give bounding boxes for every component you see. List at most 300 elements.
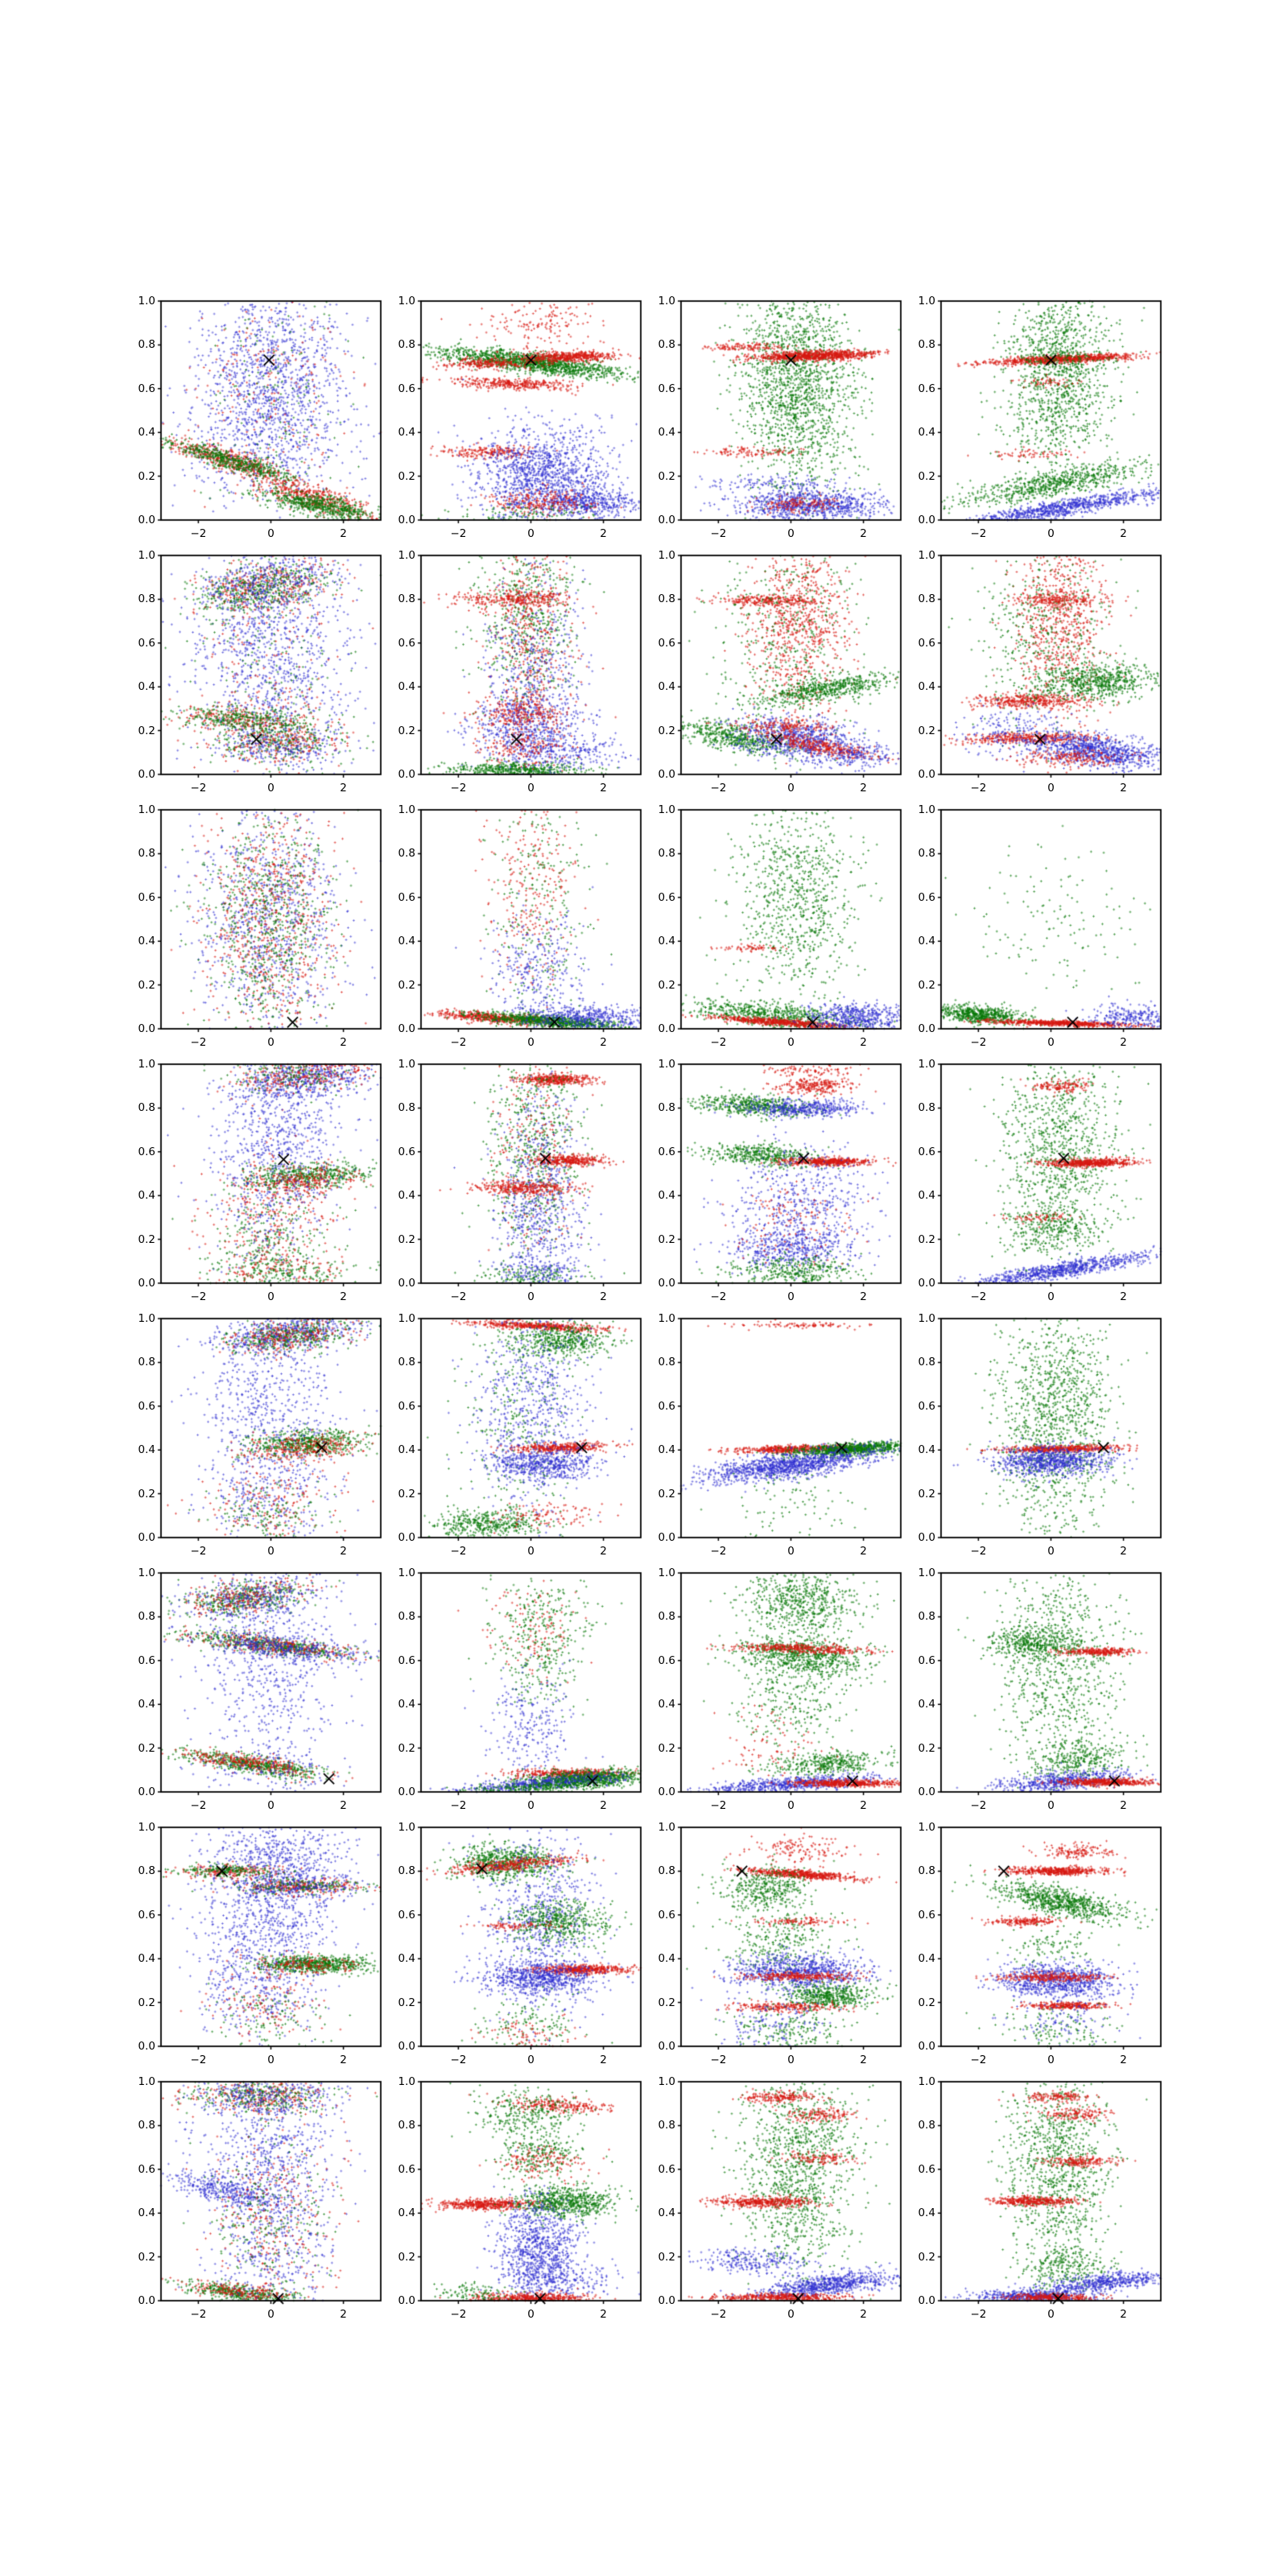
y-tick-label: 0.4	[918, 1443, 935, 1457]
y-tick-label: 0.6	[918, 1145, 935, 1158]
y-tick-label: 0.8	[398, 1101, 415, 1115]
y-tick-label: 0.0	[658, 2294, 675, 2307]
y-tick-label: 0.8	[138, 592, 155, 606]
y-tick-label: 0.8	[138, 847, 155, 861]
subplot-r1c2	[398, 295, 641, 540]
y-tick-label: 1.0	[138, 2075, 155, 2088]
scatter-canvas	[155, 1058, 387, 1290]
y-tick-label: 0.2	[658, 1741, 675, 1755]
x-tick-label: 0	[1047, 1545, 1055, 1558]
scatter-canvas	[675, 1821, 907, 2053]
y-tick-label: 1.0	[918, 1567, 935, 1579]
x-tick-label: 0	[1047, 1036, 1055, 1049]
y-tick-label: 0.0	[398, 2294, 415, 2307]
x-tick-label: 0	[267, 2308, 275, 2321]
x-tick-label: 2	[340, 2054, 347, 2066]
y-tick-label: 0.2	[398, 1741, 415, 1755]
x-tick-label: 0	[267, 1545, 275, 1558]
y-tick-label: 1.0	[398, 1312, 415, 1325]
y-tick-label: 0.8	[658, 1356, 675, 1369]
x-tick-label: 2	[600, 1799, 607, 1812]
x-tick-label: 0	[1047, 1290, 1055, 1303]
x-tick-label: 0	[1047, 1799, 1055, 1812]
subplot-r8c2	[398, 2075, 641, 2321]
x-tick-label: 2	[340, 1290, 347, 1303]
x-tick-label: −2	[450, 1290, 467, 1303]
x-tick-label: 0	[787, 1290, 795, 1303]
scatter-canvas	[415, 1821, 647, 2053]
y-tick-label: 0.2	[658, 2250, 675, 2264]
y-tick-label: 0.0	[918, 2040, 935, 2053]
y-tick-label: 1.0	[658, 1312, 675, 1325]
x-tick-label: 2	[1120, 782, 1127, 795]
x-tick-label: −2	[450, 527, 467, 540]
subplot-r5c4	[918, 1312, 1161, 1558]
y-tick-label: 0.4	[138, 426, 155, 440]
scatter-canvas	[415, 803, 647, 1035]
x-tick-label: 0	[787, 1036, 795, 1049]
y-tick-label: 0.0	[918, 1277, 935, 1290]
x-tick-label: 2	[860, 782, 867, 795]
y-tick-label: 1.0	[138, 1058, 155, 1071]
x-tick-label: 0	[787, 2054, 795, 2066]
y-tick-label: 0.6	[918, 1653, 935, 1667]
scatter-canvas	[935, 295, 1167, 526]
scatter-canvas	[935, 803, 1167, 1035]
y-tick-label: 0.6	[398, 382, 415, 395]
y-tick-label: 0.6	[918, 890, 935, 904]
scatter-canvas	[155, 549, 387, 781]
y-tick-label: 0.6	[658, 636, 675, 650]
y-tick-label: 0.4	[918, 680, 935, 694]
y-tick-label: 1.0	[398, 295, 415, 308]
scatter-canvas	[155, 1821, 387, 2053]
y-tick-label: 0.0	[138, 2294, 155, 2307]
subplot-r2c1	[138, 549, 381, 795]
subplot-r7c1	[138, 1821, 381, 2066]
scatter-canvas	[155, 295, 387, 526]
y-tick-label: 0.0	[658, 1785, 675, 1798]
y-tick-label: 0.4	[398, 1443, 415, 1457]
x-tick-label: −2	[450, 1799, 467, 1812]
x-tick-label: 2	[600, 2054, 607, 2066]
subplot-r3c2	[398, 803, 641, 1049]
x-tick-label: 2	[600, 1545, 607, 1558]
y-tick-label: 0.4	[918, 2207, 935, 2220]
y-tick-label: 0.4	[398, 2207, 415, 2220]
y-tick-label: 0.8	[138, 2119, 155, 2132]
y-tick-label: 0.6	[138, 1399, 155, 1413]
y-tick-label: 1.0	[398, 1821, 415, 1834]
x-tick-label: 2	[1120, 1290, 1127, 1303]
y-tick-label: 0.2	[398, 1487, 415, 1501]
y-tick-label: 0.8	[398, 1864, 415, 1878]
y-tick-label: 0.2	[918, 1741, 935, 1755]
subplot-r1c3	[658, 295, 901, 540]
y-tick-label: 0.4	[138, 680, 155, 694]
x-tick-label: −2	[970, 1290, 987, 1303]
subplot-r3c4	[918, 803, 1161, 1049]
subplot-r6c2	[398, 1567, 641, 1812]
y-tick-label: 0.4	[658, 1443, 675, 1457]
scatter-canvas	[935, 1821, 1167, 2053]
y-tick-label: 0.2	[138, 469, 155, 483]
scatter-canvas	[155, 1312, 387, 1544]
x-tick-label: 2	[1120, 2308, 1127, 2321]
y-tick-label: 0.6	[658, 2162, 675, 2176]
y-tick-label: 0.0	[138, 514, 155, 526]
x-tick-label: 0	[787, 527, 795, 540]
x-tick-label: 2	[1120, 1799, 1127, 1812]
y-tick-label: 0.6	[138, 382, 155, 395]
subplot-r5c3	[658, 1312, 901, 1558]
y-tick-label: 0.4	[658, 426, 675, 440]
y-tick-label: 0.4	[398, 426, 415, 440]
x-tick-label: −2	[710, 1799, 727, 1812]
y-tick-label: 1.0	[138, 1821, 155, 1834]
scatter-canvas	[675, 1058, 907, 1290]
x-tick-label: −2	[190, 782, 207, 795]
x-tick-label: 2	[860, 1036, 867, 1049]
y-tick-label: 0.2	[658, 1487, 675, 1501]
x-tick-label: −2	[190, 2308, 207, 2321]
x-tick-label: 0	[527, 2308, 535, 2321]
x-tick-label: 0	[1047, 782, 1055, 795]
scatter-canvas	[675, 1312, 907, 1544]
y-tick-label: 0.8	[138, 1864, 155, 1878]
scatter-canvas	[675, 2075, 907, 2307]
y-tick-label: 0.0	[918, 1022, 935, 1035]
y-tick-label: 0.8	[658, 2119, 675, 2132]
scatter-canvas	[415, 1567, 647, 1798]
subplot-r7c3	[658, 1821, 901, 2066]
y-tick-label: 1.0	[918, 1058, 935, 1071]
x-tick-label: 0	[267, 1290, 275, 1303]
x-tick-label: 2	[600, 782, 607, 795]
y-tick-label: 0.2	[138, 1996, 155, 2009]
x-tick-label: 2	[1120, 2054, 1127, 2066]
y-tick-label: 0.8	[398, 1356, 415, 1369]
x-tick-label: 2	[600, 527, 607, 540]
x-tick-label: 0	[787, 782, 795, 795]
x-tick-label: −2	[450, 2308, 467, 2321]
y-tick-label: 0.4	[918, 426, 935, 440]
x-tick-label: 0	[527, 527, 535, 540]
x-tick-label: 0	[527, 782, 535, 795]
y-tick-label: 0.6	[918, 1908, 935, 1922]
x-tick-label: −2	[710, 1545, 727, 1558]
y-tick-label: 0.2	[138, 1232, 155, 1246]
x-tick-label: 2	[1120, 1545, 1127, 1558]
y-tick-label: 0.8	[138, 1101, 155, 1115]
y-tick-label: 0.4	[918, 1698, 935, 1711]
y-tick-label: 0.6	[398, 1399, 415, 1413]
y-tick-label: 0.0	[658, 514, 675, 526]
y-tick-label: 0.4	[658, 935, 675, 948]
y-tick-label: 0.2	[658, 1232, 675, 1246]
subplot-r1c4	[918, 295, 1161, 540]
x-tick-label: 0	[1047, 527, 1055, 540]
x-tick-label: −2	[710, 527, 727, 540]
y-tick-label: 0.8	[918, 2119, 935, 2132]
y-tick-label: 0.2	[658, 469, 675, 483]
y-tick-label: 0.8	[138, 1356, 155, 1369]
subplot-r2c2	[398, 549, 641, 795]
y-tick-label: 1.0	[918, 1821, 935, 1834]
subplot-r3c3	[658, 803, 901, 1049]
x-tick-label: −2	[190, 1545, 207, 1558]
x-tick-label: 0	[527, 2054, 535, 2066]
x-tick-label: −2	[190, 527, 207, 540]
y-tick-label: 0.0	[658, 1531, 675, 1544]
y-tick-label: 0.0	[138, 1277, 155, 1290]
y-tick-label: 1.0	[138, 295, 155, 308]
y-tick-label: 0.6	[918, 1399, 935, 1413]
x-tick-label: 0	[527, 1545, 535, 1558]
y-tick-label: 0.4	[138, 1443, 155, 1457]
x-tick-label: 2	[860, 1799, 867, 1812]
y-tick-label: 0.4	[398, 935, 415, 948]
y-tick-label: 0.8	[918, 1610, 935, 1624]
y-tick-label: 1.0	[918, 1312, 935, 1325]
x-tick-label: −2	[710, 2054, 727, 2066]
y-tick-label: 1.0	[398, 1567, 415, 1579]
y-tick-label: 0.6	[918, 636, 935, 650]
y-tick-label: 1.0	[658, 549, 675, 562]
y-tick-label: 0.0	[658, 1277, 675, 1290]
y-tick-label: 0.6	[918, 2162, 935, 2176]
y-tick-label: 1.0	[918, 549, 935, 562]
y-tick-label: 0.0	[918, 1531, 935, 1544]
y-tick-label: 1.0	[658, 803, 675, 816]
x-tick-label: −2	[970, 782, 987, 795]
x-tick-label: 2	[340, 782, 347, 795]
subplot-r8c4	[918, 2075, 1161, 2321]
x-tick-label: 2	[860, 527, 867, 540]
x-tick-label: −2	[190, 1799, 207, 1812]
y-tick-label: 0.8	[918, 1864, 935, 1878]
x-tick-label: 0	[267, 527, 275, 540]
y-tick-label: 0.6	[138, 1145, 155, 1158]
y-tick-label: 0.6	[398, 636, 415, 650]
x-tick-label: −2	[970, 2308, 987, 2321]
x-tick-label: 0	[267, 782, 275, 795]
y-tick-label: 0.4	[918, 935, 935, 948]
x-tick-label: −2	[970, 527, 987, 540]
y-tick-label: 0.8	[918, 1356, 935, 1369]
subplot-r4c1	[138, 1058, 381, 1303]
x-tick-label: 2	[600, 1290, 607, 1303]
x-tick-label: −2	[710, 1036, 727, 1049]
subplot-r3c1	[138, 803, 381, 1049]
y-tick-label: 1.0	[918, 803, 935, 816]
x-tick-label: 2	[1120, 527, 1127, 540]
y-tick-label: 1.0	[138, 803, 155, 816]
subplot-r8c3	[658, 2075, 901, 2321]
y-tick-label: 0.2	[918, 2250, 935, 2264]
x-tick-label: 2	[600, 1036, 607, 1049]
subplot-r4c3	[658, 1058, 901, 1303]
y-tick-label: 0.6	[138, 636, 155, 650]
x-tick-label: 2	[340, 2308, 347, 2321]
y-tick-label: 0.2	[918, 724, 935, 737]
x-tick-label: −2	[710, 1290, 727, 1303]
x-tick-label: −2	[190, 1290, 207, 1303]
scatter-canvas	[415, 1058, 647, 1290]
subplot-r7c4	[918, 1821, 1161, 2066]
scatter-canvas	[155, 2075, 387, 2307]
y-tick-label: 0.2	[398, 1996, 415, 2009]
scatter-canvas	[935, 549, 1167, 781]
x-tick-label: 2	[340, 1545, 347, 1558]
scatter-canvas	[155, 803, 387, 1035]
y-tick-label: 0.6	[138, 1908, 155, 1922]
subplot-r2c3	[658, 549, 901, 795]
subplot-r6c1	[138, 1567, 381, 1812]
y-tick-label: 0.8	[138, 338, 155, 352]
y-tick-label: 0.6	[398, 1653, 415, 1667]
y-tick-label: 0.2	[918, 469, 935, 483]
x-tick-label: 2	[340, 1036, 347, 1049]
y-tick-label: 0.8	[398, 592, 415, 606]
y-tick-label: 0.8	[658, 592, 675, 606]
y-tick-label: 0.6	[658, 1653, 675, 1667]
scatter-canvas	[935, 1058, 1167, 1290]
y-tick-label: 1.0	[138, 549, 155, 562]
y-tick-label: 1.0	[138, 1312, 155, 1325]
subplot-r1c1	[138, 295, 381, 540]
y-tick-label: 0.8	[658, 338, 675, 352]
y-tick-label: 1.0	[398, 2075, 415, 2088]
subplot-r5c2	[398, 1312, 641, 1558]
x-tick-label: 2	[860, 2308, 867, 2321]
y-tick-label: 0.8	[398, 1610, 415, 1624]
x-tick-label: 0	[527, 1799, 535, 1812]
y-tick-label: 1.0	[658, 1058, 675, 1071]
y-tick-label: 0.6	[658, 382, 675, 395]
y-tick-label: 0.0	[398, 1022, 415, 1035]
y-tick-label: 0.6	[138, 890, 155, 904]
y-tick-label: 0.8	[658, 1101, 675, 1115]
y-tick-label: 0.4	[138, 935, 155, 948]
y-tick-label: 0.8	[918, 1101, 935, 1115]
y-tick-label: 1.0	[398, 549, 415, 562]
y-tick-label: 0.0	[398, 2040, 415, 2053]
y-tick-label: 1.0	[398, 803, 415, 816]
y-tick-label: 0.2	[138, 2250, 155, 2264]
scatter-canvas	[935, 1312, 1167, 1544]
y-tick-label: 0.2	[138, 1487, 155, 1501]
y-tick-label: 0.0	[398, 1785, 415, 1798]
y-tick-label: 0.2	[658, 1996, 675, 2009]
x-tick-label: −2	[710, 782, 727, 795]
x-tick-label: 0	[787, 2308, 795, 2321]
y-tick-label: 0.4	[138, 1189, 155, 1203]
x-tick-label: 0	[1047, 2054, 1055, 2066]
scatter-canvas	[155, 1567, 387, 1798]
y-tick-label: 0.0	[398, 1531, 415, 1544]
scatter-canvas	[675, 1567, 907, 1798]
y-tick-label: 0.2	[398, 2250, 415, 2264]
y-tick-label: 0.6	[138, 1653, 155, 1667]
y-tick-label: 0.8	[658, 1864, 675, 1878]
y-tick-label: 0.4	[138, 1698, 155, 1711]
x-tick-label: −2	[190, 1036, 207, 1049]
subplot-r7c2	[398, 1821, 641, 2066]
y-tick-label: 0.0	[398, 1277, 415, 1290]
x-tick-label: −2	[970, 1036, 987, 1049]
x-tick-label: −2	[450, 2054, 467, 2066]
y-tick-label: 0.4	[658, 2207, 675, 2220]
y-tick-label: 0.0	[918, 2294, 935, 2307]
y-tick-label: 0.4	[398, 1952, 415, 1966]
x-tick-label: 0	[267, 1036, 275, 1049]
x-tick-label: 2	[340, 1799, 347, 1812]
y-tick-label: 0.0	[138, 1531, 155, 1544]
subplot-r4c4	[918, 1058, 1161, 1303]
y-tick-label: 1.0	[918, 2075, 935, 2088]
x-tick-label: 0	[527, 1290, 535, 1303]
y-tick-label: 0.0	[658, 2040, 675, 2053]
x-tick-label: 0	[527, 1036, 535, 1049]
x-tick-label: −2	[190, 2054, 207, 2066]
x-tick-label: −2	[450, 782, 467, 795]
y-tick-label: 1.0	[138, 1567, 155, 1579]
scatter-canvas	[415, 295, 647, 526]
scatter-canvas	[415, 1312, 647, 1544]
scatter-canvas	[935, 1567, 1167, 1798]
y-tick-label: 0.2	[138, 1741, 155, 1755]
y-tick-label: 0.4	[658, 1698, 675, 1711]
scatter-canvas	[675, 803, 907, 1035]
y-tick-label: 0.2	[918, 1996, 935, 2009]
x-tick-label: 2	[600, 2308, 607, 2321]
x-tick-label: −2	[970, 1799, 987, 1812]
y-tick-label: 0.0	[918, 1785, 935, 1798]
x-tick-label: 2	[340, 527, 347, 540]
y-tick-label: 0.2	[138, 978, 155, 992]
x-tick-label: −2	[450, 1545, 467, 1558]
y-tick-label: 0.8	[138, 1610, 155, 1624]
y-tick-label: 0.2	[918, 1232, 935, 1246]
y-tick-label: 0.0	[138, 1022, 155, 1035]
y-tick-label: 0.2	[398, 724, 415, 737]
y-tick-label: 0.6	[398, 1908, 415, 1922]
x-tick-label: 0	[267, 1799, 275, 1812]
y-tick-label: 0.4	[658, 1952, 675, 1966]
subplot-r4c2	[398, 1058, 641, 1303]
y-tick-label: 0.0	[658, 1022, 675, 1035]
y-tick-label: 0.8	[658, 1610, 675, 1624]
y-tick-label: 1.0	[658, 1567, 675, 1579]
y-tick-label: 0.0	[658, 768, 675, 781]
y-tick-label: 0.8	[398, 847, 415, 861]
subplot-r6c4	[918, 1567, 1161, 1812]
y-tick-label: 0.6	[398, 890, 415, 904]
subplot-r8c1	[138, 2075, 381, 2321]
y-tick-label: 1.0	[918, 295, 935, 308]
subplot-r5c1	[138, 1312, 381, 1558]
y-tick-label: 0.6	[138, 2162, 155, 2176]
x-tick-label: 0	[1047, 2308, 1055, 2321]
y-tick-label: 0.2	[138, 724, 155, 737]
x-tick-label: −2	[450, 1036, 467, 1049]
x-tick-label: 0	[267, 2054, 275, 2066]
subplot-r2c4	[918, 549, 1161, 795]
y-tick-label: 0.4	[918, 1952, 935, 1966]
y-tick-label: 0.0	[138, 768, 155, 781]
y-tick-label: 0.8	[398, 338, 415, 352]
